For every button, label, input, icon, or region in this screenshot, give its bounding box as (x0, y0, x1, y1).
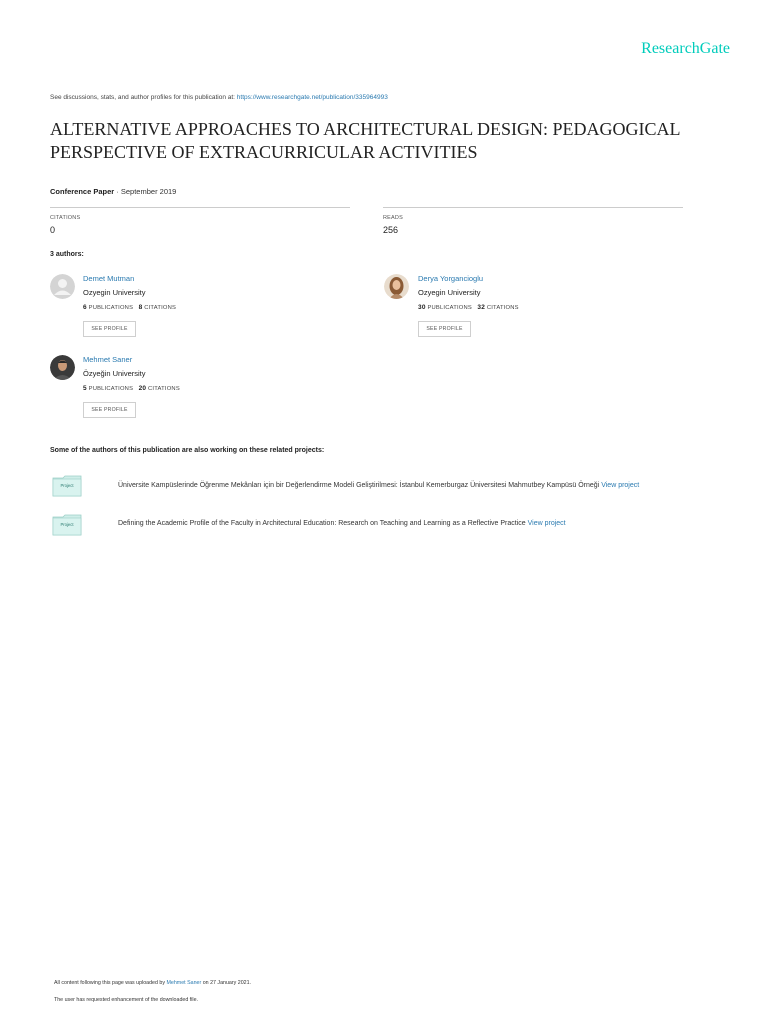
placeholder-avatar-icon[interactable] (50, 274, 75, 299)
enhancement-note: The user has requested enhancement of the downloaded file. (54, 997, 198, 1003)
publication-type: Conference Paper (50, 187, 115, 196)
author-citations-count: 32 (477, 304, 486, 311)
related-projects-label: Some of the authors of this publication are also working on these related projects: (50, 447, 325, 454)
author-citations-count: 8 (138, 304, 143, 311)
author-photo-icon[interactable] (384, 274, 409, 299)
related-project-item (118, 520, 566, 527)
reads-value: 256 (383, 225, 399, 235)
discussions-line (50, 94, 388, 101)
publication-title: ALTERNATIVE APPROACHES TO ARCHITECTURAL DESIGN: PEDAGOGICAL PERSPECTIVE OF EXTRACURRICULAR ACTIVITIES (50, 119, 680, 162)
project-icon-label: Project (60, 483, 74, 488)
author-stats (83, 385, 180, 392)
reads-label: READS (383, 215, 403, 221)
citations-label: CITATIONS (144, 305, 177, 311)
upload-suffix: on 27 January 2021. (201, 980, 252, 986)
author-stats (418, 304, 519, 311)
author-publications-count: 30 (418, 304, 426, 311)
authors-label: 3 authors: (50, 251, 84, 258)
upload-prefix: All content following this page was uploaded by (54, 980, 167, 986)
publications-label: PUBLICATIONS (88, 386, 134, 392)
project-title: Defining the Academic Profile of the Faculty in Architectural Education: Research on Teaching and Learning as a Reflective Practice (118, 520, 528, 527)
citations-label: CITATIONS (148, 386, 180, 392)
uploader-link[interactable]: Mehmet Saner (166, 980, 202, 986)
author-name-link[interactable]: Demet Mutman (83, 274, 135, 283)
stats-divider-right (383, 207, 683, 208)
see-profile-button[interactable]: SEE PROFILE (83, 402, 136, 418)
citations-label: CITATIONS (50, 215, 81, 221)
author-institution: Özyeğin University (83, 369, 146, 378)
citations-value: 0 (50, 225, 56, 235)
author-photo-icon[interactable] (50, 355, 75, 380)
author-stats (83, 304, 176, 311)
see-profile-button[interactable]: SEE PROFILE (83, 321, 136, 337)
author-publications-count: 6 (83, 304, 87, 311)
upload-note (54, 980, 251, 986)
author-institution: Ozyegin University (83, 288, 146, 297)
publication-url-link[interactable]: https://www.researchgate.net/publication/335964993 (236, 94, 388, 101)
meta-separator: · (114, 187, 121, 196)
author-publications-count: 5 (83, 385, 87, 392)
citations-label: CITATIONS (486, 305, 519, 311)
author-name-link[interactable]: Derya Yorgancioglu (418, 274, 484, 283)
discussions-text: See discussions, stats, and author profiles for this publication at: (50, 94, 237, 101)
see-profile-button[interactable]: SEE PROFILE (418, 321, 471, 337)
author-name-link[interactable]: Mehmet Saner (83, 355, 133, 364)
related-project-item (118, 482, 639, 489)
author-citations-count: 20 (138, 385, 147, 392)
view-project-link[interactable]: View project (601, 482, 640, 489)
publications-label: PUBLICATIONS (88, 305, 134, 311)
stats-divider-left (50, 207, 350, 208)
publication-meta (50, 187, 176, 196)
project-icon-label: Project (60, 522, 74, 527)
author-institution: Ozyegin University (418, 288, 481, 297)
view-project-link[interactable]: View project (527, 520, 566, 527)
project-title: Üniversite Kampüslerinde Öğrenme Mekânları için bir Değerlendirme Modeli Geliştirilmesi: İstanbul Kemerburgaz Üniversitesi Mahmutbey Kampüsü Örneği (118, 482, 602, 489)
researchgate-logo[interactable]: ResearchGate (641, 40, 730, 57)
publication-date: September 2019 (120, 187, 177, 196)
publications-label: PUBLICATIONS (427, 305, 472, 311)
